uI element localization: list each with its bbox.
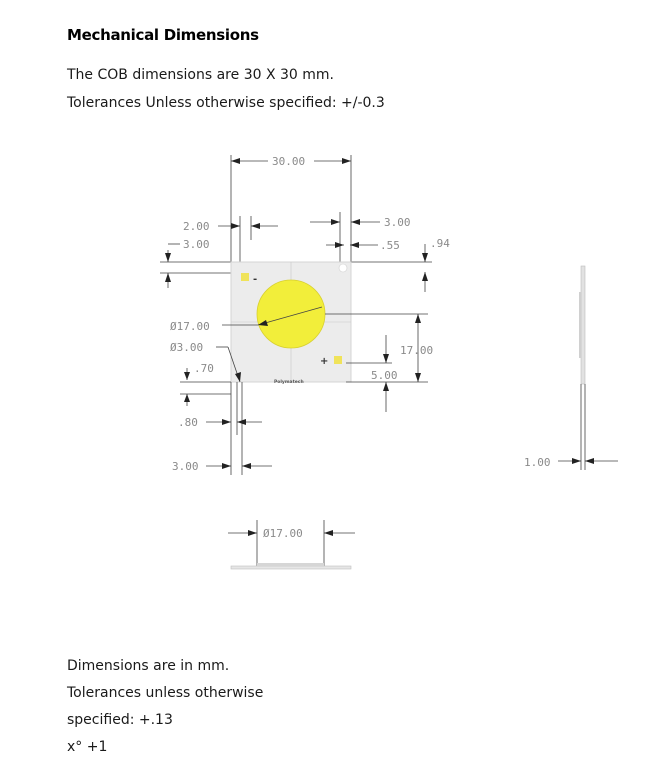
footer-line-4: x° +1 — [67, 739, 108, 755]
intro-line-1: The COB dimensions are 30 X 30 mm. — [67, 67, 334, 83]
diameter-symbol: Ø — [170, 341, 177, 354]
arrow — [237, 419, 246, 425]
bottom-view-lens — [257, 563, 324, 566]
dim-dia-17-bottom — [263, 527, 303, 540]
side-view-lens — [579, 292, 581, 358]
arrow — [324, 530, 333, 536]
arrow — [165, 253, 171, 262]
intro-line-2: Tolerances Unless otherwise specified: +/-0.3 — [67, 95, 385, 111]
dim-dia-17 — [170, 320, 210, 333]
dim-2: 2.00 — [183, 220, 210, 233]
arrow — [251, 223, 260, 229]
arrow — [165, 273, 171, 282]
brand-label: Polymatech — [274, 380, 304, 385]
dim-1: 1.00 — [524, 456, 551, 469]
dim-dia-17-bottom-value: 17.00 — [269, 527, 303, 540]
side-view-board — [581, 266, 585, 384]
arrow — [331, 219, 340, 225]
arrow — [422, 272, 428, 281]
arrow — [351, 219, 360, 225]
dim-30: 30.00 — [272, 155, 306, 168]
dim-3-left: 3.00 — [183, 238, 210, 251]
dim-094: .94 — [430, 237, 450, 250]
arrow — [415, 373, 421, 382]
arrow — [422, 253, 428, 262]
led-emitting-area — [257, 280, 325, 348]
dim-dia-3-value: 3.00 — [176, 341, 204, 354]
arrow — [184, 372, 190, 380]
diameter-symbol: Ø — [263, 527, 270, 540]
page-title: Mechanical Dimensions — [67, 26, 259, 44]
dim-070: .70 — [194, 362, 214, 375]
pad-positive — [334, 356, 342, 364]
arrow — [222, 463, 231, 469]
dim-5: 5.00 — [371, 369, 398, 382]
arrow — [184, 394, 190, 402]
polarity-minus: - — [253, 274, 258, 285]
arrow — [415, 314, 421, 323]
footer-line-3: specified: +.13 — [67, 712, 173, 728]
mounting-hole — [339, 264, 347, 272]
dim-055: .55 — [380, 239, 400, 252]
arrow — [248, 530, 257, 536]
polarity-plus: + — [320, 356, 329, 367]
arrow — [383, 354, 389, 363]
arrow — [383, 382, 389, 391]
arrow — [222, 419, 231, 425]
bottom-view-board — [231, 566, 351, 569]
pad-negative — [241, 273, 249, 281]
arrow — [242, 463, 251, 469]
footer-line-1: Dimensions are in mm. — [67, 658, 230, 674]
arrow — [231, 158, 240, 164]
arrow — [585, 458, 594, 464]
arrow — [572, 458, 581, 464]
dim-080: .80 — [178, 416, 198, 429]
dim-3-bottom: 3.00 — [172, 460, 199, 473]
arrow — [231, 223, 240, 229]
arrow — [342, 158, 351, 164]
dim-17-vertical: 17.00 — [400, 344, 434, 357]
footer-line-2: Tolerances unless otherwise — [67, 685, 264, 701]
dim-dia-3 — [170, 341, 203, 354]
dim-3-right: 3.00 — [384, 216, 411, 229]
diameter-symbol: Ø — [170, 320, 177, 333]
dim-dia-17-value: 17.00 — [176, 320, 210, 333]
arrow — [335, 242, 344, 248]
